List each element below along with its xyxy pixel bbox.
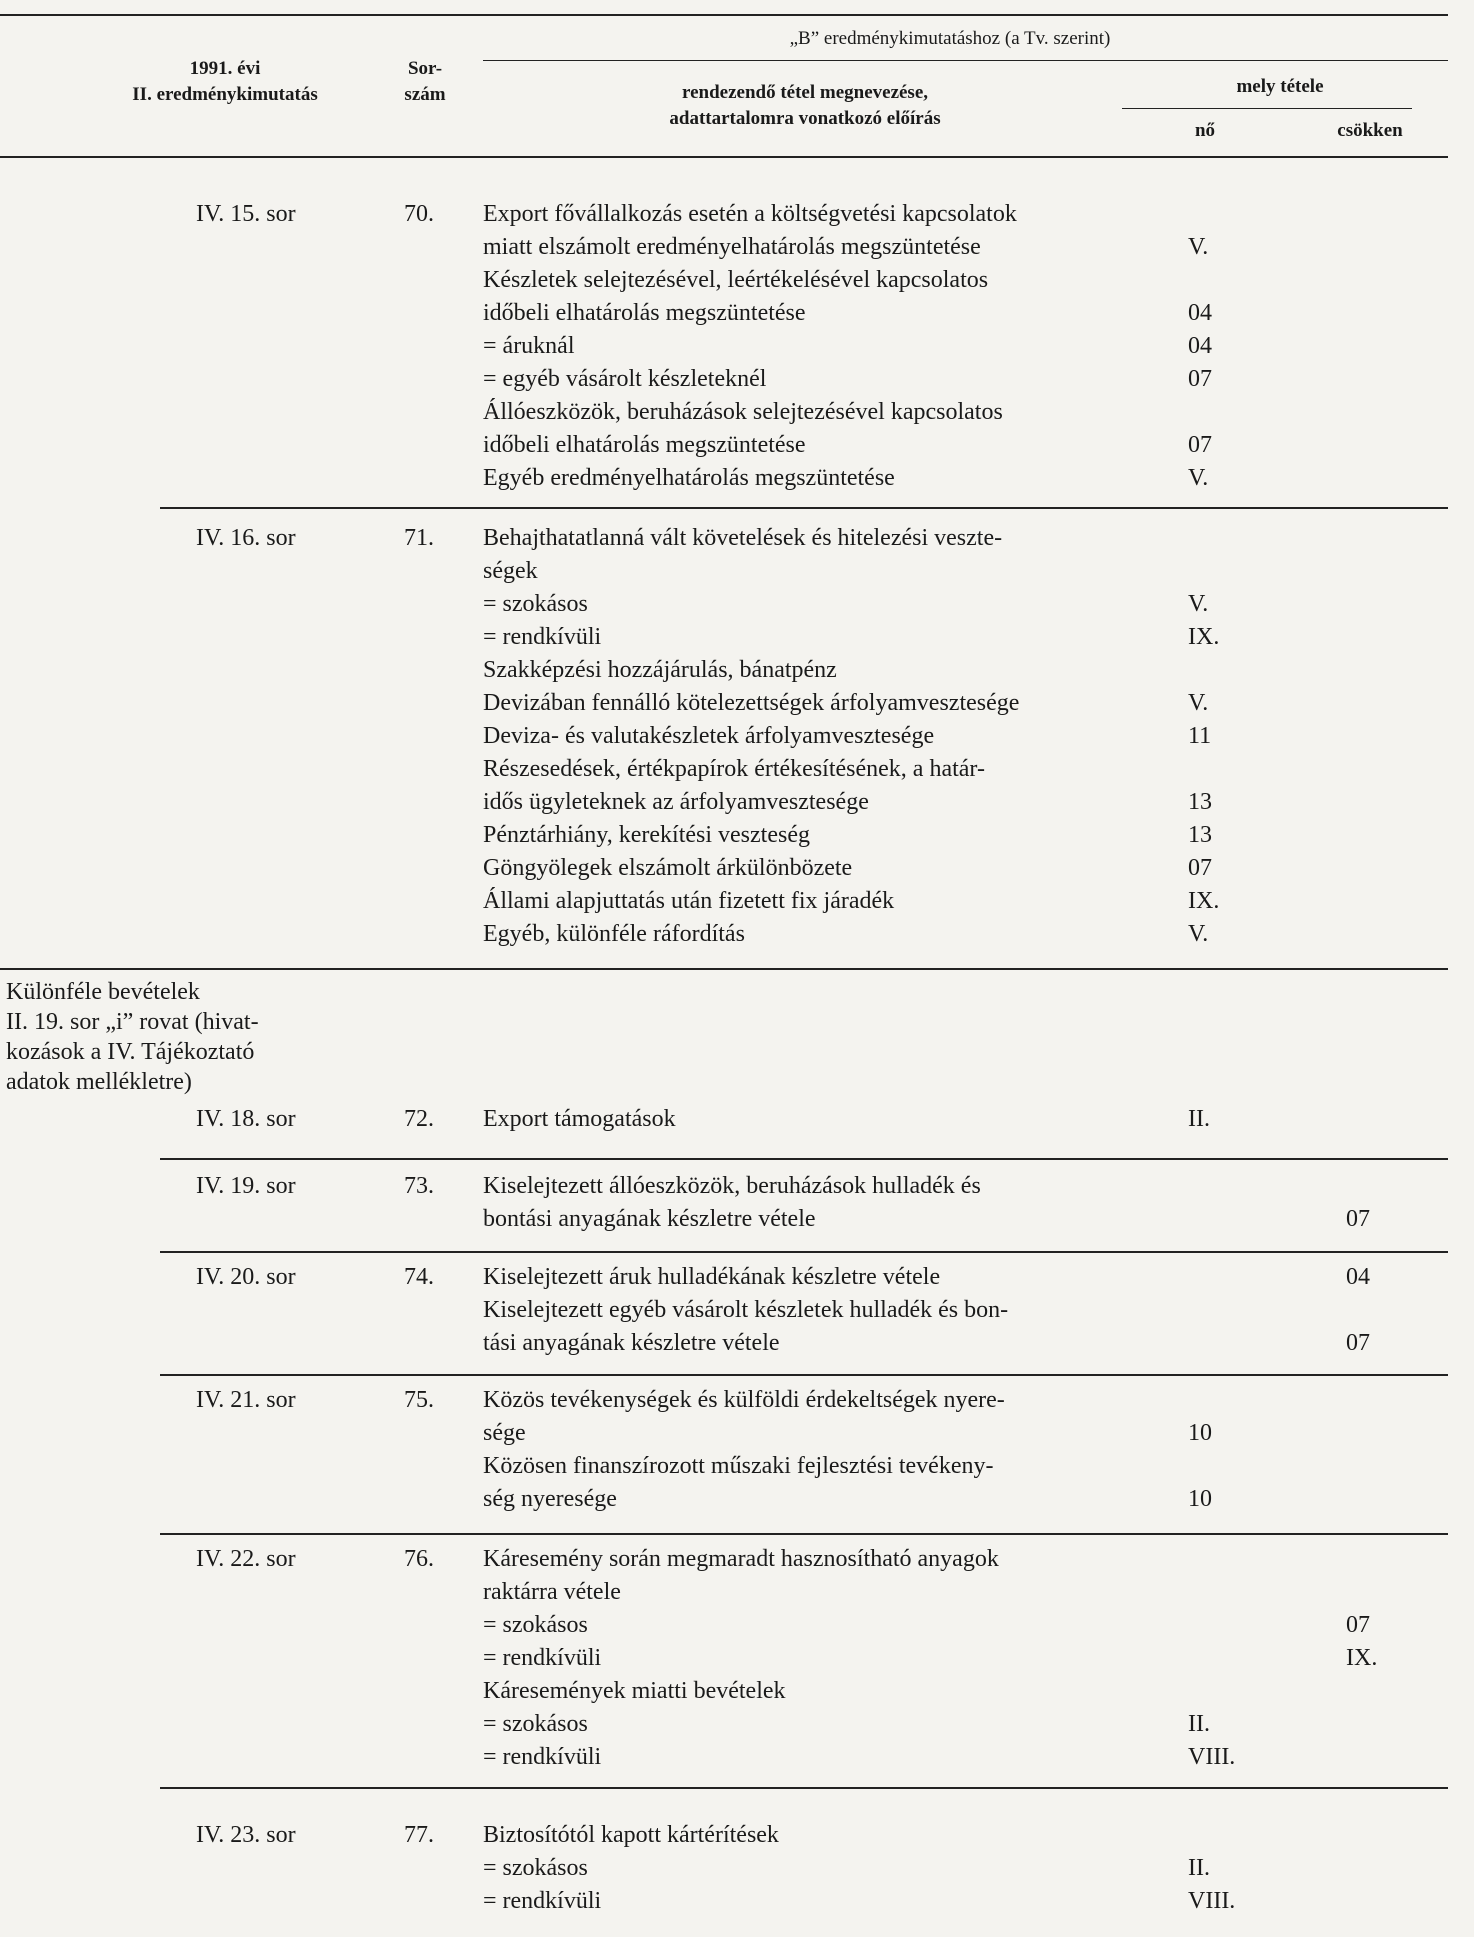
increase-code: 10 — [1188, 1486, 1212, 1512]
item-text: = szokásos — [483, 1855, 588, 1881]
item-text: idős ügyleteknek az árfolyamvesztesége — [483, 789, 869, 815]
header-no: nő — [1194, 120, 1216, 141]
increase-code: IX. — [1188, 888, 1220, 914]
header-col2-line2: szám — [404, 84, 446, 105]
item-text: = szokásos — [483, 1711, 588, 1737]
row-number: 70. — [404, 201, 434, 227]
increase-code: VIII. — [1188, 1888, 1236, 1914]
section-heading-line: Különféle bevételek — [6, 979, 200, 1005]
row-reference: IV. 21. sor — [196, 1387, 296, 1413]
section-rule — [0, 968, 1448, 970]
item-text: Export támogatások — [483, 1106, 676, 1132]
decrease-code: 04 — [1346, 1264, 1370, 1290]
item-text: = rendkívüli — [483, 1645, 602, 1671]
b-group-rule — [483, 60, 1448, 61]
item-text: = áruknál — [483, 333, 575, 359]
item-text: raktárra vétele — [483, 1579, 621, 1605]
row-number: 77. — [404, 1822, 434, 1848]
increase-code: 04 — [1188, 333, 1212, 359]
decrease-code: 07 — [1346, 1206, 1370, 1232]
item-text: Egyéb eredményelhatárolás megszüntetése — [483, 465, 895, 491]
row-reference: IV. 15. sor — [196, 201, 296, 227]
item-text: Deviza- és valutakészletek árfolyamvesztesége — [483, 723, 935, 749]
increase-code: V. — [1188, 591, 1209, 617]
increase-code: 07 — [1188, 855, 1212, 881]
item-text: Pénztárhiány, kerekítési veszteség — [483, 822, 810, 848]
increase-code: V. — [1188, 234, 1209, 260]
group-separator-rule — [160, 1533, 1448, 1535]
header-col3 — [565, 80, 1045, 132]
item-text: tási anyagának készletre vétele — [483, 1330, 780, 1356]
header-mely: mely tétele — [1236, 76, 1324, 97]
section-heading-line: kozások a IV. Tájékoztató — [6, 1039, 255, 1065]
item-text: Behajthatatlanná vált követelések és hitelezési veszte- — [483, 525, 1003, 551]
section-heading-line: adatok mellékletre) — [6, 1069, 192, 1095]
item-text: = rendkívüli — [483, 624, 602, 650]
item-text: = szokásos — [483, 1612, 588, 1638]
row-number: 71. — [404, 525, 434, 551]
item-text: Részesedések, értékpapírok értékesítésének, a határ- — [483, 756, 985, 782]
header-col2 — [380, 56, 470, 108]
increase-code: V. — [1188, 465, 1209, 491]
top-rule — [0, 14, 1448, 16]
item-text: Göngyölegek elszámolt árkülönbözete — [483, 855, 853, 881]
row-reference: IV. 19. sor — [196, 1173, 296, 1199]
item-text: = szokásos — [483, 591, 588, 617]
item-text: sége — [483, 1420, 526, 1446]
item-text: Közösen finanszírozott műszaki fejlesztési tevékeny- — [483, 1453, 994, 1479]
mely-rule — [1122, 108, 1412, 109]
row-number: 76. — [404, 1546, 434, 1572]
header-col1-line2: II. eredménykimutatás — [132, 84, 318, 105]
header-col3-line2: adattartalomra vonatkozó előírás — [669, 108, 941, 129]
item-text: Állami alapjuttatás után fizetett fix járadék — [483, 888, 895, 914]
row-number: 74. — [404, 1264, 434, 1290]
item-text: miatt elszámolt eredményelhatárolás megszüntetése — [483, 234, 981, 260]
item-text: Káresemény során megmaradt hasznosítható anyagok — [483, 1546, 999, 1572]
item-text: Kiselejtezett állóeszközök, beruházások hulladék és — [483, 1173, 981, 1199]
header-col2-line1: Sor- — [407, 58, 443, 79]
group-separator-rule — [160, 1787, 1448, 1789]
item-text: Egyéb, különféle ráfordítás — [483, 921, 745, 947]
increase-code: V. — [1188, 921, 1209, 947]
row-reference: IV. 22. sor — [196, 1546, 296, 1572]
decrease-code: 07 — [1346, 1330, 1370, 1356]
item-text: Export fővállalkozás esetén a költségvetési kapcsolatok — [483, 201, 1017, 227]
item-text: = rendkívüli — [483, 1888, 602, 1914]
header-bottom-rule — [0, 156, 1448, 158]
increase-code: 11 — [1188, 723, 1212, 749]
header-col3-line1: rendezendő tétel megnevezése, — [681, 82, 929, 103]
increase-code: IX. — [1188, 624, 1220, 650]
item-text: Közös tevékenységek és külföldi érdekeltségek nyere- — [483, 1387, 1005, 1413]
increase-code: II. — [1188, 1855, 1210, 1881]
item-text: Káresemények miatti bevételek — [483, 1678, 786, 1704]
row-reference: IV. 18. sor — [196, 1106, 296, 1132]
item-text: Kiselejtezett egyéb vásárolt készletek hulladék és bon- — [483, 1297, 1009, 1323]
group-separator-rule — [160, 1158, 1448, 1160]
increase-code: 04 — [1188, 300, 1212, 326]
header-col1 — [95, 56, 355, 108]
item-text: ség nyeresége — [483, 1486, 617, 1512]
item-text: Biztosítótól kapott kártérítések — [483, 1822, 779, 1848]
group-separator-rule — [160, 1251, 1448, 1253]
row-reference: IV. 20. sor — [196, 1264, 296, 1290]
increase-code: 07 — [1188, 366, 1212, 392]
item-text: bontási anyagának készletre vétele — [483, 1206, 816, 1232]
header-col1-line1: 1991. évi — [189, 58, 261, 79]
row-reference: IV. 16. sor — [196, 525, 296, 551]
header-csokken: csökken — [1337, 120, 1403, 141]
row-number: 72. — [404, 1106, 434, 1132]
row-reference: IV. 23. sor — [196, 1822, 296, 1848]
item-text: időbeli elhatárolás megszüntetése — [483, 432, 806, 458]
section-heading-line: II. 19. sor „i” rovat (hivat- — [6, 1009, 259, 1035]
row-number: 73. — [404, 1173, 434, 1199]
increase-code: II. — [1188, 1711, 1210, 1737]
decrease-code: 07 — [1346, 1612, 1370, 1638]
increase-code: VIII. — [1188, 1744, 1236, 1770]
item-text: Készletek selejtezésével, leértékelésével kapcsolatos — [483, 267, 989, 293]
item-text: = rendkívüli — [483, 1744, 602, 1770]
increase-code: V. — [1188, 690, 1209, 716]
increase-code: 10 — [1188, 1420, 1212, 1446]
item-text: ségek — [483, 558, 538, 584]
item-text: Szakképzési hozzájárulás, bánatpénz — [483, 657, 837, 683]
decrease-code: IX. — [1346, 1645, 1378, 1671]
increase-code: 13 — [1188, 822, 1212, 848]
item-text: Kiselejtezett áruk hulladékának készletre vétele — [483, 1264, 941, 1290]
item-text: = egyéb vásárolt készleteknél — [483, 366, 767, 392]
increase-code: 07 — [1188, 432, 1212, 458]
item-text: Állóeszközök, beruházások selejtezésével kapcsolatos — [483, 399, 1003, 425]
item-text: időbeli elhatárolás megszüntetése — [483, 300, 806, 326]
header-b-group: „B” eredménykimutatáshoz (a Tv. szerint) — [789, 28, 1111, 49]
group-separator-rule — [160, 507, 1448, 509]
increase-code: 13 — [1188, 789, 1212, 815]
increase-code: II. — [1188, 1106, 1210, 1132]
group-separator-rule — [160, 1374, 1448, 1376]
row-number: 75. — [404, 1387, 434, 1413]
item-text: Devizában fennálló kötelezettségek árfolyamvesztesége — [483, 690, 1020, 716]
